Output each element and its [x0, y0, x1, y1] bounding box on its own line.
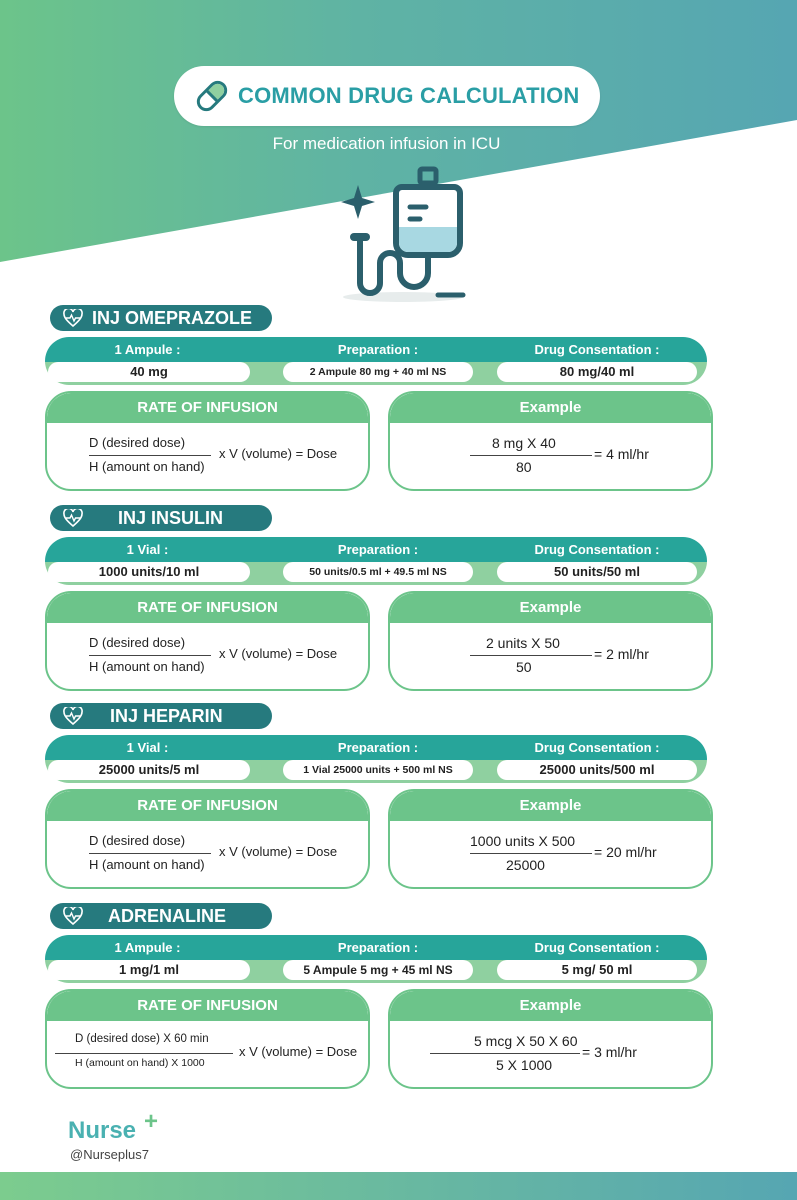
unit-value: 25000 units/5 ml — [48, 760, 250, 780]
preparation-column — [278, 735, 478, 783]
drug-info-bar — [45, 935, 707, 983]
example-heading: Example — [390, 393, 711, 423]
heart-pulse-icon — [63, 309, 83, 327]
preparation-heading: Preparation : — [337, 940, 419, 955]
unit-heading: 1 Ampule : — [114, 940, 181, 955]
fraction-line — [470, 853, 592, 854]
concentration-column — [497, 935, 697, 983]
page-subtitle: For medication infusion in ICU — [272, 134, 501, 153]
formula-denominator: H (amount on hand) — [89, 857, 205, 872]
example-numerator: 2 units X 50 — [486, 635, 560, 651]
fraction-line — [55, 1053, 233, 1054]
formula-numerator: D (desired dose) — [89, 833, 186, 848]
example-numerator: 5 mcg X 50 X 60 — [474, 1033, 578, 1049]
section-label — [50, 903, 272, 929]
concentration-value: 5 mg/ 50 ml — [497, 960, 697, 980]
example-denominator: 25000 — [506, 857, 545, 873]
example-box — [388, 989, 713, 1089]
formula-numerator: D (desired dose) — [89, 435, 186, 450]
page-title: COMMON DRUG CALCULATION — [238, 83, 580, 108]
fraction-line — [470, 655, 592, 656]
rate-of-infusion-box — [45, 591, 370, 691]
preparation-heading: Preparation : — [337, 740, 419, 755]
brand-plus-icon: + — [144, 1108, 159, 1135]
fraction-line — [470, 455, 592, 456]
concentration-column — [497, 337, 697, 385]
preparation-value: 2 Ampule 80 mg + 40 ml NS — [283, 362, 473, 382]
rate-heading: RATE OF INFUSION — [47, 593, 368, 623]
rate-of-infusion-box — [45, 789, 370, 889]
drug-name: INJ OMEPRAZOLE — [92, 308, 253, 328]
concentration-column — [497, 735, 697, 783]
example-heading: Example — [390, 791, 711, 821]
drug-name: INJ HEPARIN — [110, 706, 223, 726]
preparation-column — [278, 537, 478, 585]
preparation-column — [278, 337, 478, 385]
preparation-value: 1 Vial 25000 units + 500 ml NS — [283, 760, 473, 780]
example-result: = 4 ml/hr — [594, 446, 649, 462]
rate-of-infusion-box — [45, 989, 370, 1089]
unit-column — [45, 337, 250, 385]
formula-tail: x V (volume) = Dose — [219, 446, 338, 461]
social-handle: @Nurseplus7 — [70, 1147, 149, 1162]
rate-heading: RATE OF INFUSION — [47, 791, 368, 821]
concentration-value: 80 mg/40 ml — [497, 362, 697, 382]
title-banner — [174, 66, 600, 126]
heart-pulse-icon — [63, 509, 83, 527]
formula-numerator: D (desired dose) X 60 min — [75, 1033, 209, 1045]
section-label — [50, 305, 272, 331]
example-box — [388, 789, 713, 889]
unit-value: 1000 units/10 ml — [48, 562, 250, 582]
formula-tail: x V (volume) = Dose — [239, 1044, 358, 1059]
concentration-value: 25000 units/500 ml — [497, 760, 697, 780]
formula-denominator: H (amount on hand) — [89, 659, 205, 674]
iv-bag-icon — [338, 165, 468, 305]
example-numerator: 1000 units X 500 — [470, 833, 576, 849]
drug-info-bar — [45, 735, 707, 783]
drug-info-bar — [45, 537, 707, 585]
example-denominator: 50 — [516, 659, 532, 675]
heart-pulse-icon — [63, 707, 83, 725]
rate-heading: RATE OF INFUSION — [47, 393, 368, 423]
pill-icon — [192, 76, 232, 116]
unit-value: 40 mg — [48, 362, 250, 382]
example-heading: Example — [390, 593, 711, 623]
preparation-heading: Preparation : — [337, 542, 419, 557]
example-heading: Example — [390, 991, 711, 1021]
drug-info-bar — [45, 337, 707, 385]
formula-denominator: H (amount on hand) X 1000 — [75, 1057, 205, 1069]
concentration-heading: Drug Consentation : — [534, 342, 660, 357]
preparation-heading: Preparation : — [337, 342, 419, 357]
example-numerator: 8 mg X 40 — [492, 435, 556, 451]
drug-section-insulin — [0, 505, 797, 701]
unit-column — [45, 735, 250, 783]
unit-heading: 1 Vial : — [126, 740, 169, 755]
heart-pulse-icon — [63, 907, 83, 925]
rate-heading: RATE OF INFUSION — [47, 991, 368, 1021]
rate-of-infusion-box — [45, 391, 370, 491]
section-label — [50, 505, 272, 531]
drug-section-adrenaline — [0, 903, 797, 1099]
example-denominator: 5 X 1000 — [496, 1057, 553, 1073]
formula-numerator: D (desired dose) — [89, 635, 186, 650]
preparation-column — [278, 935, 478, 983]
fraction-line — [430, 1053, 580, 1054]
drug-section-heparin — [0, 703, 797, 899]
drug-name: ADRENALINE — [108, 906, 227, 926]
unit-heading: 1 Vial : — [126, 542, 169, 557]
example-result: = 2 ml/hr — [594, 646, 649, 662]
unit-value: 1 mg/1 ml — [48, 960, 250, 980]
concentration-heading: Drug Consentation : — [534, 740, 660, 755]
unit-column — [45, 537, 250, 585]
example-denominator: 80 — [516, 459, 532, 475]
footer-stripe — [0, 1172, 797, 1200]
unit-column — [45, 935, 250, 983]
preparation-value: 5 Ampule 5 mg + 45 ml NS — [283, 960, 473, 980]
brand-logo: Nurse — [68, 1117, 137, 1144]
example-box — [388, 391, 713, 491]
preparation-value: 50 units/0.5 ml + 49.5 ml NS — [283, 562, 473, 582]
fraction-line — [89, 455, 211, 456]
example-box — [388, 591, 713, 691]
concentration-value: 50 units/50 ml — [497, 562, 697, 582]
formula-tail: x V (volume) = Dose — [219, 646, 338, 661]
formula-tail: x V (volume) = Dose — [219, 844, 338, 859]
section-label — [50, 703, 272, 729]
formula-denominator: H (amount on hand) — [89, 459, 205, 474]
concentration-heading: Drug Consentation : — [534, 542, 660, 557]
fraction-line — [89, 853, 211, 854]
drug-name: INJ INSULIN — [118, 508, 224, 528]
example-result: = 3 ml/hr — [582, 1044, 637, 1060]
concentration-column — [497, 537, 697, 585]
drug-section-omeprazole — [0, 305, 797, 501]
example-result: = 20 ml/hr — [594, 844, 657, 860]
unit-heading: 1 Ampule : — [114, 342, 181, 357]
concentration-heading: Drug Consentation : — [534, 940, 660, 955]
fraction-line — [89, 655, 211, 656]
